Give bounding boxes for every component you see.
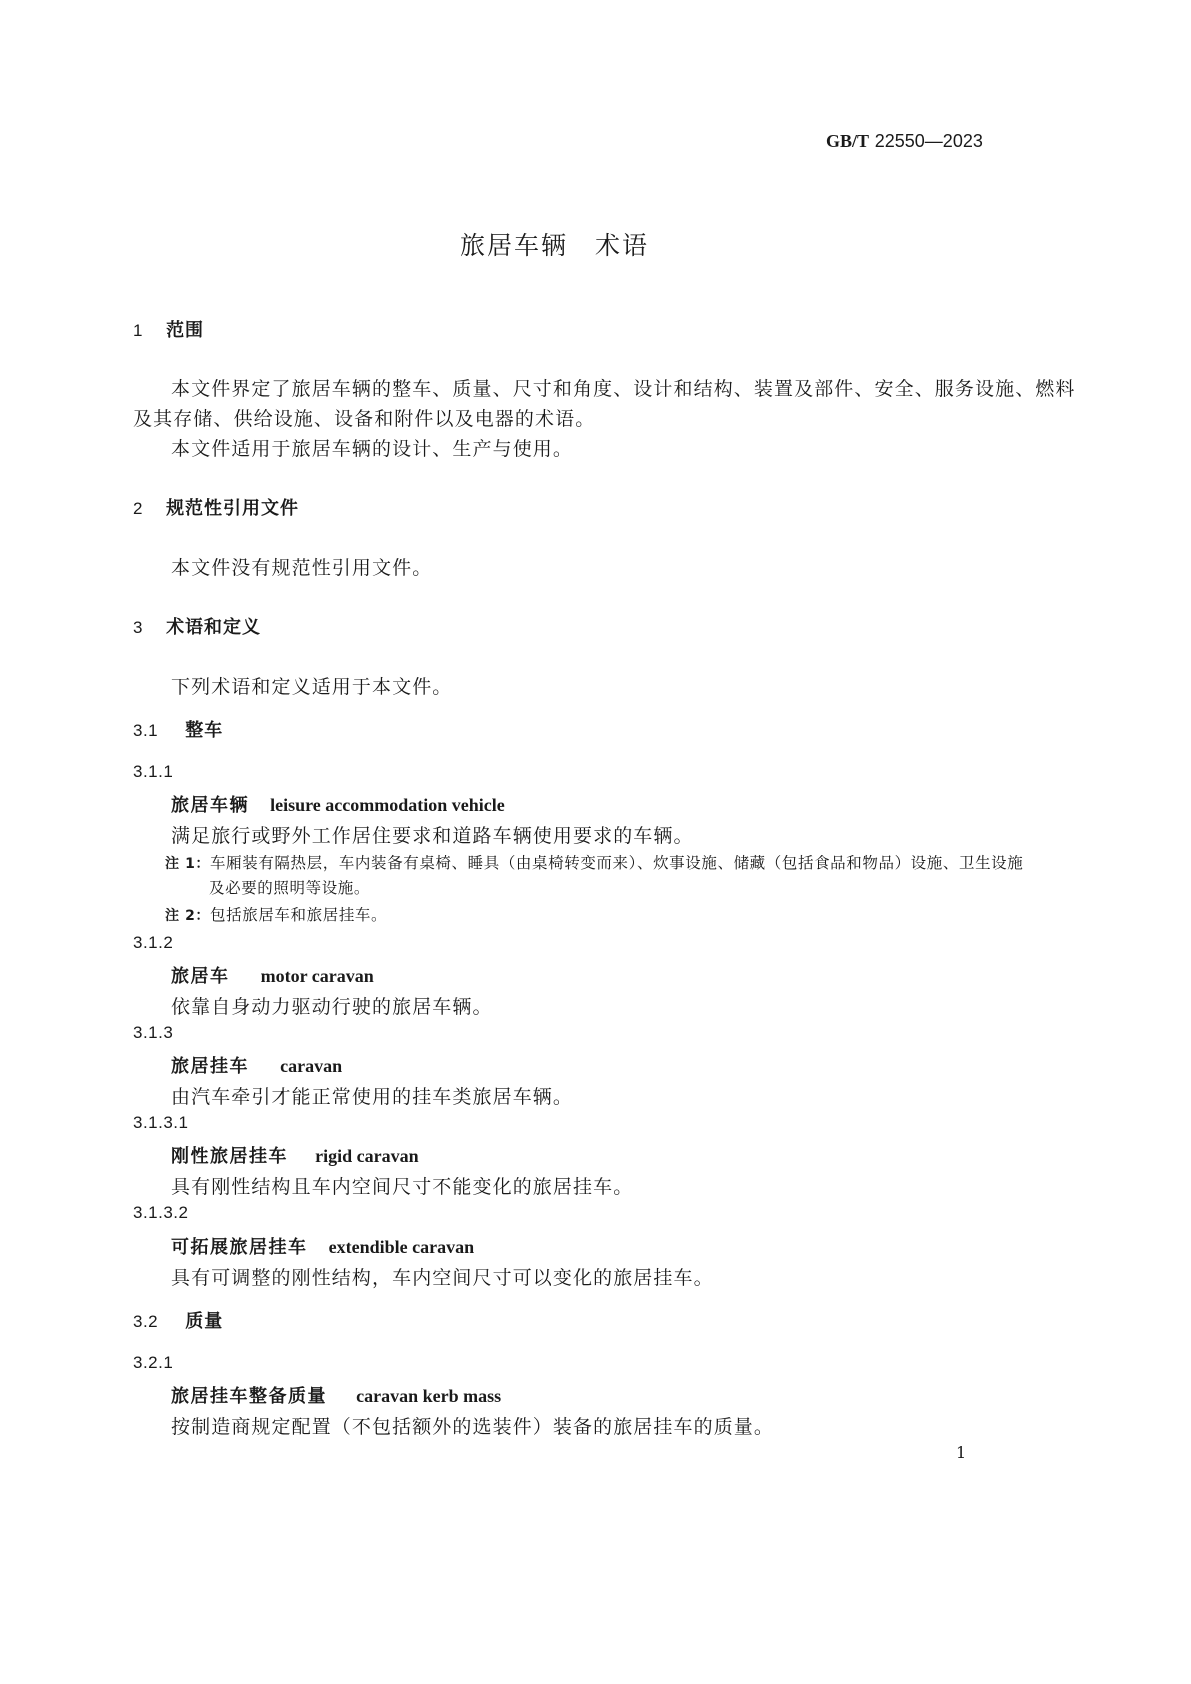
term-number: 3.1.2 xyxy=(133,933,174,952)
section-2-heading xyxy=(133,494,299,520)
subsection-3-2-title: 质量 xyxy=(185,1311,224,1332)
term-chinese: 旅居车辆 xyxy=(171,795,249,816)
term-chinese: 旅居车 xyxy=(171,966,230,987)
subsection-3-1-heading xyxy=(133,716,223,742)
term-note-1-line-2: 及必要的照明等设施。 xyxy=(209,879,371,897)
term-english: motor caravan xyxy=(260,966,374,986)
term-chinese: 旅居挂车 xyxy=(171,1056,249,1077)
term-heading xyxy=(171,1382,501,1408)
note-1-text: 车厢装有隔热层，车内装备有桌椅、睡具（由桌椅转变而来）、炊事设施、储藏（包括食品和物品）设施、卫生设施 xyxy=(210,854,1024,872)
term-chinese: 刚性旅居挂车 xyxy=(171,1146,288,1167)
section-3-heading xyxy=(133,613,261,639)
term-english: caravan xyxy=(280,1056,343,1076)
term-heading xyxy=(171,1142,419,1168)
term-definition: 满足旅行或野外工作居住要求和道路车辆使用要求的车辆。 xyxy=(171,825,694,847)
section-1-number: 1 xyxy=(133,321,143,340)
term-heading xyxy=(171,1233,474,1259)
section-2-title: 规范性引用文件 xyxy=(166,498,300,519)
subsection-3-1-title: 整车 xyxy=(185,720,224,741)
term-number: 3.2.1 xyxy=(133,1353,174,1372)
document-title: 旅居车辆 术语 xyxy=(460,231,650,260)
document-code-prefix: GB/T xyxy=(826,131,870,151)
document-code-number: 22550—2023 xyxy=(874,131,983,151)
note-1-label: 注 1： xyxy=(165,856,211,872)
term-definition: 由汽车牵引才能正常使用的挂车类旅居车辆。 xyxy=(171,1086,574,1108)
term-number: 3.1.1 xyxy=(133,762,174,781)
section-1-paragraph-2: 本文件适用于旅居车辆的设计、生产与使用。 xyxy=(171,438,574,460)
subsection-3-2-heading xyxy=(133,1307,223,1333)
note-2-text: 包括旅居车和旅居挂车。 xyxy=(210,906,388,924)
term-chinese: 可拓展旅居挂车 xyxy=(171,1237,308,1258)
term-definition: 依靠自身动力驱动行驶的旅居车辆。 xyxy=(171,996,493,1018)
section-1-heading xyxy=(133,316,204,342)
term-english: leisure accommodation vehicle xyxy=(270,795,505,815)
term-heading xyxy=(171,962,374,988)
term-heading xyxy=(171,791,505,817)
term-definition: 具有刚性结构且车内空间尺寸不能变化的旅居挂车。 xyxy=(171,1176,634,1198)
term-number: 3.1.3.2 xyxy=(133,1203,189,1222)
section-2-number: 2 xyxy=(133,499,143,518)
term-heading xyxy=(171,1052,342,1078)
term-chinese: 旅居挂车整备质量 xyxy=(171,1386,327,1407)
term-english: caravan kerb mass xyxy=(356,1386,502,1406)
term-english: rigid caravan xyxy=(315,1146,419,1166)
term-number: 3.1.3 xyxy=(133,1023,174,1042)
section-2-paragraph: 本文件没有规范性引用文件。 xyxy=(171,557,433,579)
section-1-paragraph-1-line-1: 本文件界定了旅居车辆的整车、质量、尺寸和角度、设计和结构、装置及部件、安全、服务设施、燃料 xyxy=(171,378,1076,400)
subsection-3-2-number: 3.2 xyxy=(133,1312,159,1331)
term-note-2 xyxy=(165,903,387,925)
note-2-label: 注 2： xyxy=(165,908,211,924)
section-3-number: 3 xyxy=(133,618,143,637)
section-3-title: 术语和定义 xyxy=(166,617,262,638)
term-definition: 按制造商规定配置（不包括额外的选装件）装备的旅居挂车的质量。 xyxy=(171,1416,775,1438)
term-note-1-line-1 xyxy=(165,851,1023,873)
subsection-3-1-number: 3.1 xyxy=(133,721,159,740)
term-english: extendible caravan xyxy=(328,1237,475,1257)
section-1-title: 范围 xyxy=(166,320,205,341)
page-number: 1 xyxy=(956,1443,967,1462)
section-3-paragraph: 下列术语和定义适用于本文件。 xyxy=(171,676,453,698)
term-number: 3.1.3.1 xyxy=(133,1113,189,1132)
section-1-paragraph-1-line-2: 及其存储、供给设施、设备和附件以及电器的术语。 xyxy=(133,408,596,430)
term-definition: 具有可调整的刚性结构，车内空间尺寸可以变化的旅居挂车。 xyxy=(171,1267,714,1289)
document-code xyxy=(826,131,983,152)
